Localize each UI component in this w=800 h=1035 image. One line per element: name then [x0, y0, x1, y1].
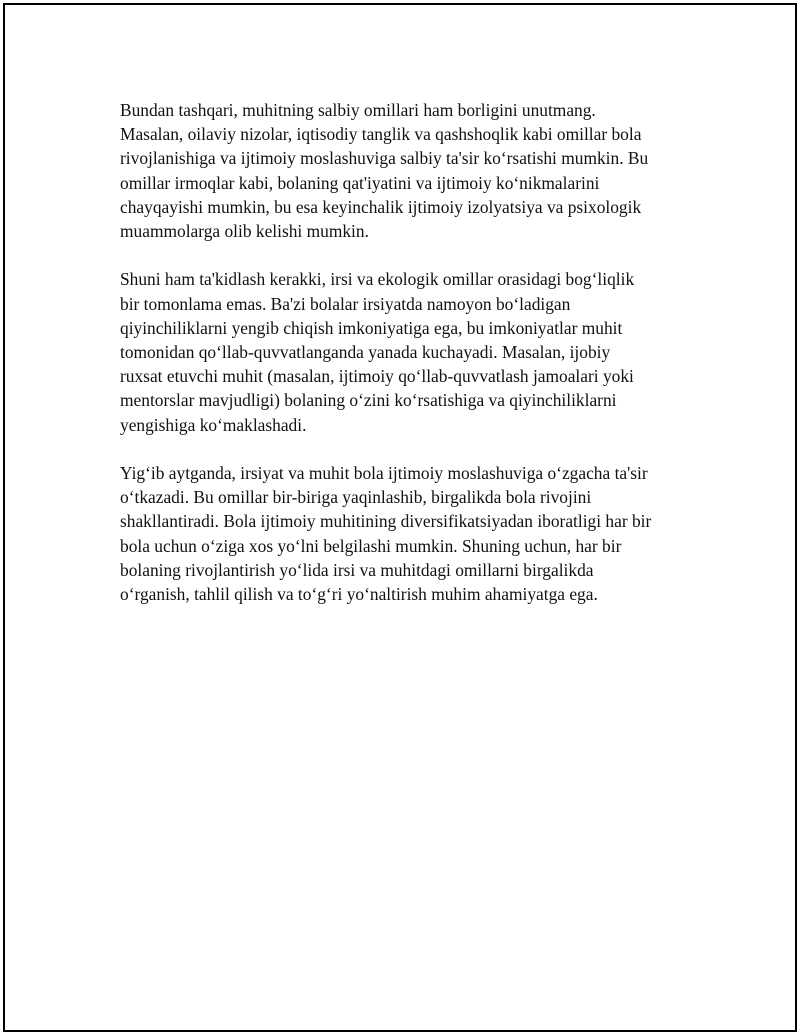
- text-line: o‘tkazadi. Bu omillar bir-biriga yaqinlashib, birgalikda bola rivojini: [120, 487, 592, 508]
- text-line: bir tomonlama emas. Ba'zi bolalar irsiyatda namoyon bo‘ladigan: [120, 293, 571, 314]
- text-line: mentorslar mavjudligi) bolaning o‘zini ko‘rsatishiga va qiyinchiliklarni: [120, 390, 617, 411]
- paragraph-1: [120, 98, 695, 243]
- text-line: bolaning rivojlantirish yo‘lida irsi va muhitdagi omillarni birgalikda: [120, 559, 594, 580]
- text-line: Bundan tashqari, muhitning salbiy omillari ham borligini unutmang.: [120, 100, 596, 120]
- text-line: Masalan, oilaviy nizolar, iqtisodiy tanglik va qashshoqlik kabi omillar bola: [120, 124, 642, 145]
- paragraph-2: [120, 267, 695, 436]
- text-line: rivojlanishiga va ijtimoiy moslashuviga salbiy ta'sir ko‘rsatishi mumkin. Bu: [120, 148, 649, 169]
- text-line: Yig‘ib aytganda, irsiyat va muhit bola ijtimoiy moslashuviga o‘zgacha ta'sir: [120, 463, 648, 484]
- text-line: qiyinchiliklarni yengib chiqish imkoniyatiga ega, bu imkoniyatlar muhit: [120, 317, 623, 338]
- text-line: bola uchun o‘ziga xos yo‘lni belgilashi mumkin. Shuning uchun, har bir: [120, 535, 622, 556]
- text-line: ruxsat etuvchi muhit (masalan, ijtimoiy qo‘llab-quvvatlash jamoalari yoki: [120, 366, 634, 387]
- text-line: o‘rganish, tahlil qilish va to‘g‘ri yo‘naltirish muhim ahamiyatga ega.: [120, 584, 598, 605]
- text-line: muammolarga olib kelishi mumkin.: [120, 221, 369, 242]
- page-frame: [3, 3, 797, 1032]
- text-line: tomonidan qo‘llab-quvvatlanganda yanada kuchayadi. Masalan, ijobiy: [120, 342, 611, 363]
- paragraph-3: [120, 461, 695, 606]
- text-line: omillar irmoqlar kabi, bolaning qat'iyatini va ijtimoiy ko‘nikmalarini: [120, 172, 600, 193]
- text-line: yengishiga ko‘maklashadi.: [120, 414, 307, 435]
- document-body: [120, 98, 695, 630]
- text-line: chayqayishi mumkin, bu esa keyinchalik ijtimoiy izolyatsiya va psixologik: [120, 196, 642, 217]
- text-line: Shuni ham ta'kidlash kerakki, irsi va ekologik omillar orasidagi bog‘liqlik: [120, 269, 635, 290]
- text-line: shakllantiradi. Bola ijtimoiy muhitining diversifikatsiyadan iboratligi har bir: [120, 511, 652, 532]
